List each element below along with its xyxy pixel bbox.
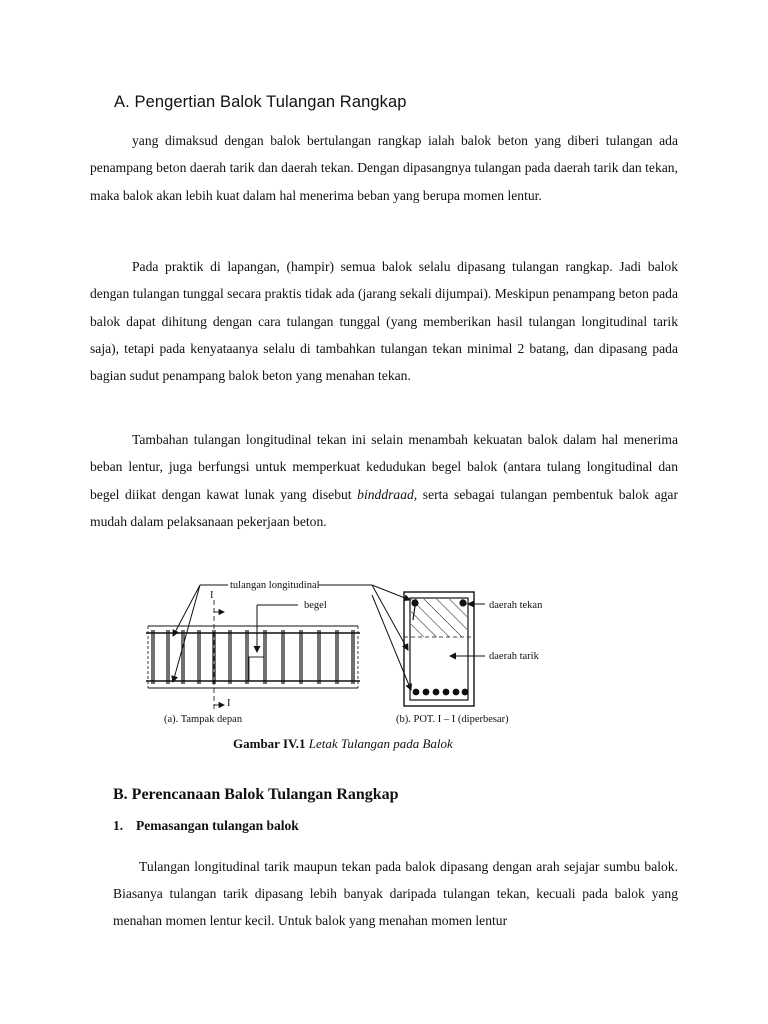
paragraph-2: Pada praktik di lapangan, (hampir) semua balok selalu dipasang tulangan rangkap. Jadi balok dengan tulangan tunggal secara praktis tidak ada (jarang sekali dijumpai). Meskipun penampang beton pada balok dapat dihitung dengan cara tulangan tunggal (yang memberikan hasil tulangan longitudinal tarik saja), tetapi pada kenyataanya selalu di tambahkan tulangan tekan minimal 2 batang, dan dipasang pada bagian sudut penampang balok beton yang menahan tekan. [90, 259, 678, 384]
front-view-beam [146, 600, 360, 710]
reinforcement-figure [140, 570, 560, 760]
compression-bar-left [411, 599, 418, 606]
compression-bar-right [459, 599, 466, 606]
label-front-view: (a). Tampak depan [164, 714, 243, 725]
label-compression-zone: daerah tekan [489, 600, 543, 611]
paragraph-3-text-after: serta sebagai tulangan pembentuk balok agar mudah dalam pelaksanaan pekerjaan beton. [90, 486, 678, 529]
caption-text: Letak Tulangan pada Balok [308, 736, 453, 751]
paragraph-3 [90, 426, 678, 535]
label-tension-zone: daerah tarik [489, 651, 539, 662]
section-b-paragraph: Tulangan longitudinal tarik maupun tekan pada balok dipasang dengan arah sejajar sumbu balok. Biasanya tulangan tarik dipasang lebih banyak daripada tulangan tekan, kecuali pada balok yang menahan momen lentur kecil. Untuk balok yang menahan momen lentur [113, 859, 678, 928]
label-begel: begel [304, 600, 327, 611]
label-section-view: (b). POT. I – I (diperbesar) [396, 714, 509, 725]
section-a-heading: A. Pengertian Balok Tulangan Rangkap [114, 93, 407, 111]
paragraph-3-text-before: Tambahan tulangan longitudinal tekan ini selain menambah kekuatan balok dalam hal menerima beban lentur, juga berfungsi untuk memperkuat kedudukan begel balok (antara tulang longitudinal dan begel diikat dengan kawat lunak yang disebut [90, 432, 678, 502]
subheading-text: Pemasangan tulangan balok [136, 818, 299, 833]
subheading-1 [113, 818, 299, 834]
paragraph-1: yang dimaksud dengan balok bertulangan rangkap ialah balok beton yang diberi tulangan ada penampang beton daerah tarik dan daerah tekan. Dengan dipasangnya tulangan pada daerah tarik dan tekan, maka balok akan lebih kuat dalam hal menerima beban yang berupa momen lentur. [90, 133, 678, 203]
figure-caption [233, 736, 453, 752]
section-mark-bottom: I [227, 698, 231, 709]
section-b-heading: B. Perencanaan Balok Tulangan Rangkap [113, 786, 399, 803]
beam-reinforcement-diagram [140, 570, 560, 740]
caption-label: Gambar IV.1 [233, 736, 306, 751]
paragraph-3-italic-term: binddraad, [357, 486, 418, 502]
label-longitudinal: tulangan longitudinal [230, 580, 320, 591]
section-mark-top: I [210, 590, 214, 601]
cross-section [404, 592, 474, 706]
subheading-number: 1. [113, 818, 124, 833]
